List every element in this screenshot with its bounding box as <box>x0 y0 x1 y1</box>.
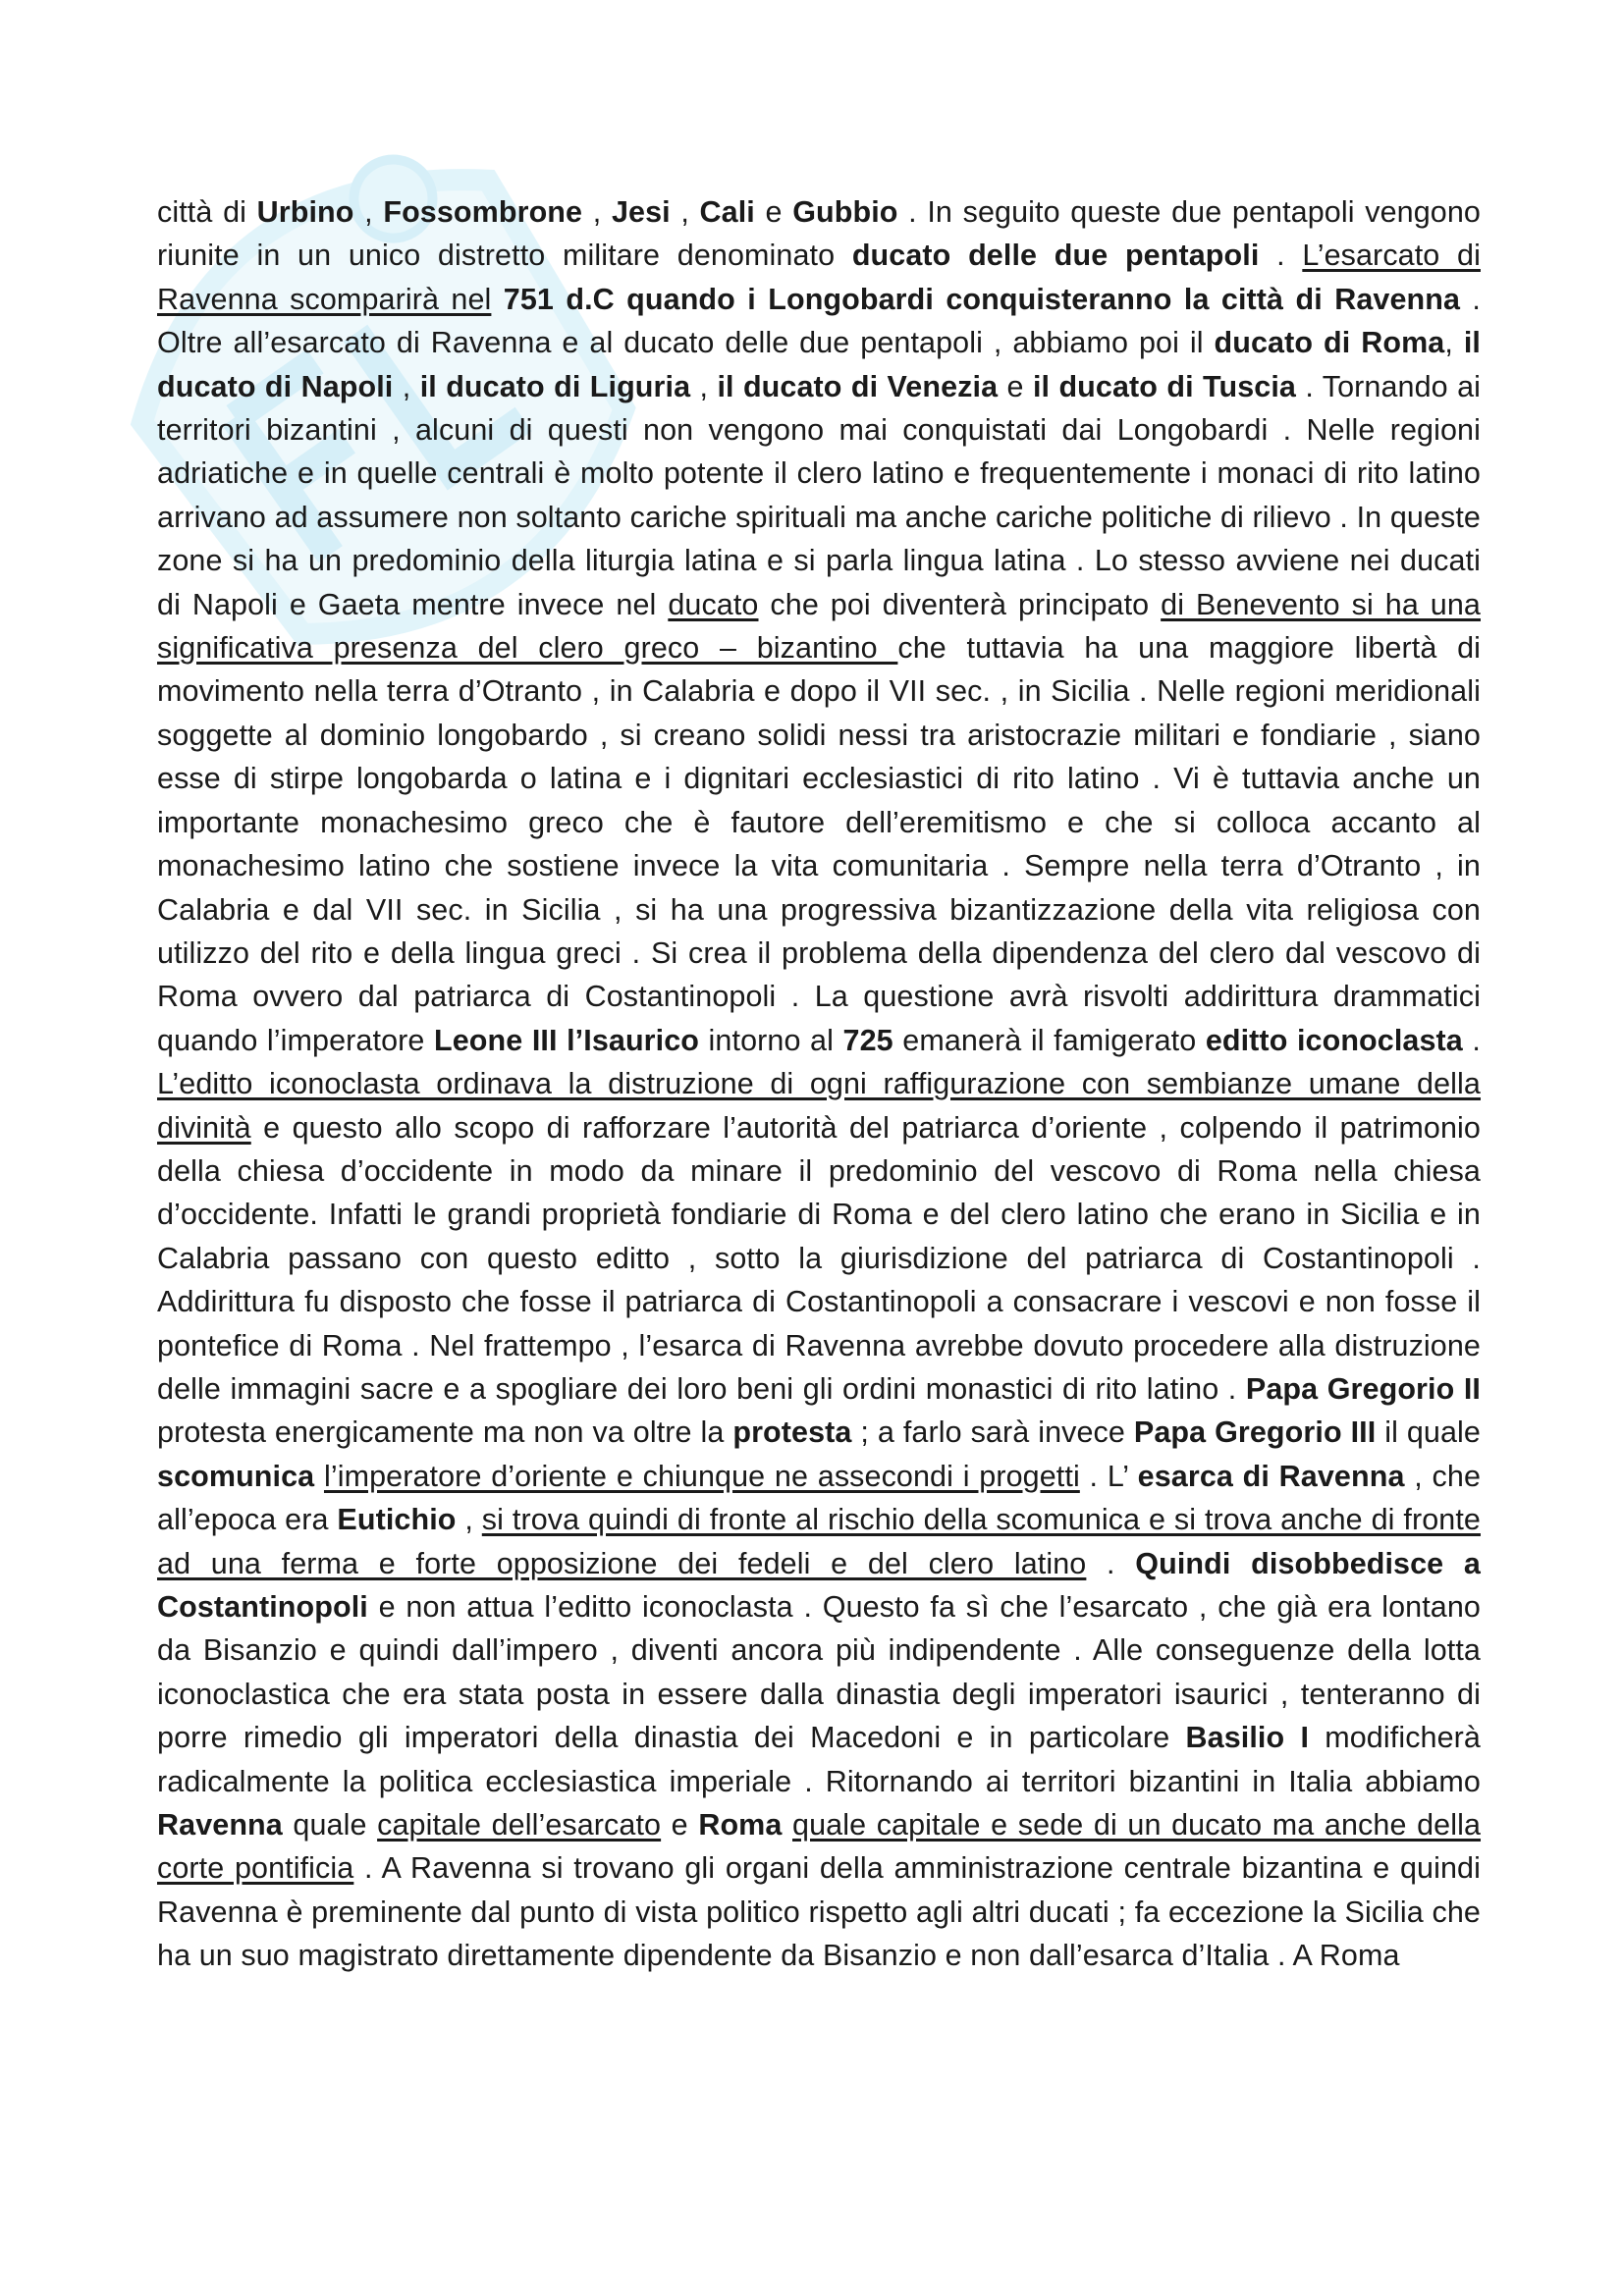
bold-text-run: Jesi <box>611 195 671 229</box>
text-run: . L’ <box>1079 1459 1138 1493</box>
bold-text-run: Quindi disobbedisce a Costantinopoli <box>157 1546 1481 1624</box>
bold-text-run: Fossombrone <box>383 195 583 229</box>
text-run: , <box>670 195 700 229</box>
text-run: . <box>1086 1546 1136 1580</box>
text-run: . A Ravenna si trovano gli organi della amministrazione centrale bizantina e quindi Ravenna è preminente dal punto di vista politico rispetto agli altri ducati ; fa eccezione la Sicilia che ha un suo magistrato direttamente dipendente da Bisanzio e non dall’esarca d’Italia . A Roma <box>157 1851 1481 1973</box>
underlined-text-run: L’esarcato di Ravenna scomparirà nel <box>157 239 1481 316</box>
text-run: , <box>690 369 718 403</box>
text-run: che tuttavia ha una maggiore libertà di movimento nella terra d’Otranto , in Calabria e dopo il VII sec. , in Sicilia . Nelle regioni meridionali soggette al dominio longobardo , si creano solidi nessi tra aristocrazie militari e fondiarie , siano esse di stirpe longobarda o latina e i dignitari ecclesiastici di rito latino . Vi è tuttavia anche un importante monachesimo greco che è fautore dell’eremitismo e che si colloca accanto al monachesimo latino che sostiene invece la vita comunitaria . Sempre nella terra d’Otranto , in Calabria e dal VII sec. in Sicilia , si ha una progressiva bizantizzazione della vita religiosa con utilizzo del rito e della lingua greci . Si crea il problema della dipendenza del clero dal vescovo di Roma ovvero dal patriarca di Costantinopoli . La questione avrà risvolti addirittura drammatici quando l’imperatore <box>157 631 1482 1057</box>
text-run: il quale <box>1376 1415 1481 1450</box>
bold-text-run: Roma <box>698 1808 783 1842</box>
text-run: e <box>661 1808 699 1842</box>
bold-text-run: Eutichio <box>337 1503 457 1537</box>
underlined-text-run: si trova quindi di fronte al rischio della scomunica e si trova anche di fronte ad una ferma e forte opposizione dei fedeli e del clero latino <box>157 1503 1481 1580</box>
bold-text-run: protesta <box>732 1415 852 1450</box>
bold-text-run: editto iconoclasta <box>1205 1023 1463 1057</box>
text-run: ; a farlo sarà invece <box>851 1415 1134 1450</box>
bold-text-run: il ducato di Tuscia <box>1032 369 1296 403</box>
bold-text-run: Papa Gregorio III <box>1133 1415 1377 1450</box>
bold-text-run: Urbino <box>256 195 354 229</box>
text-run: . Oltre all’esarcato di Ravenna e al ducato delle due pentapoli , abbiamo poi il <box>157 282 1481 360</box>
text-run: . In seguito queste due pentapoli vengono riunite in un unico distretto militare denominato <box>157 195 1481 273</box>
bold-text-run: il ducato di Napoli <box>157 326 1481 403</box>
document-text <box>157 190 1481 1978</box>
underlined-text-run: capitale dell’esarcato <box>377 1808 662 1842</box>
bold-text-run: ducato delle due pentapoli <box>851 239 1260 273</box>
bold-text-run: il ducato di Liguria <box>419 369 691 403</box>
underlined-text-run: di Benevento si ha una significativa presenza del clero greco – bizantino <box>157 587 1481 666</box>
underlined-text-run: quale capitale e sede di un ducato ma anche della corte pontificia <box>157 1808 1482 1886</box>
bold-text-run: Cali <box>699 195 755 229</box>
text-run: , <box>1444 326 1464 360</box>
bold-text-run: il ducato di Venezia <box>717 369 999 403</box>
text-run: , <box>582 195 612 229</box>
text-run: città di <box>157 195 257 229</box>
text-run: e <box>754 195 793 229</box>
bold-text-run: ducato di Roma <box>1214 326 1445 360</box>
bold-text-run: esarca di Ravenna <box>1137 1459 1405 1493</box>
text-run: che poi diventerà principato <box>758 587 1162 621</box>
text-run: . <box>1462 1023 1481 1057</box>
text-run: quale <box>282 1808 378 1842</box>
text-run: e non attua l’editto iconoclasta . Questo fa sì che l’esarcato , che già era lontano da Bisanzio e quindi dall’impero , diventi ancora più indipendente . Alle conseguenze della lotta iconoclastica che era stata posta in essere dalla dinastia degli imperatori isaurici , tenteranno di porre rimedio gli imperatori della dinastia dei Macedoni e in particolare <box>157 1590 1481 1755</box>
underlined-text-run: l’imperatore d’oriente e chiunque ne assecondi i progetti <box>323 1459 1080 1493</box>
text-run: intorno al <box>699 1023 843 1057</box>
underlined-text-run: L’editto iconoclasta ordinava la distruzione di ogni raffigurazione con sembianze umane della divinità <box>157 1067 1481 1145</box>
bold-text-run: scomunica <box>157 1459 315 1493</box>
text-run: , <box>456 1503 482 1537</box>
text-run <box>314 1460 324 1493</box>
bold-text-run: Basilio I <box>1185 1721 1310 1755</box>
text-run <box>782 1808 792 1842</box>
underlined-text-run: ducato <box>668 587 759 621</box>
text-run: e <box>998 369 1033 403</box>
text-run: e questo allo scopo di rafforzare l’autorità del patriarca d’oriente , colpendo il patrimonio della chiesa d’occidente in modo da minare il predominio del vescovo di Roma nella chiesa d’occidente. Infatti le grandi proprietà fondiarie di Roma e del clero latino che erano in Sicilia e in Calabria passano con questo editto , sotto la giurisdizione del patriarca di Costantinopoli . Addirittura fu disposto che fosse il patriarca di Costantinopoli a consacrare i vescovi e non fosse il pontefice di Roma . Nel frattempo , l’esarca di Ravenna avrebbe dovuto procedere alla distruzione delle immagini sacre e a spogliare dei loro beni gli ordini monastici di rito latino . <box>157 1110 1481 1406</box>
text-run <box>491 283 503 316</box>
bold-text-run: Ravenna <box>157 1808 283 1842</box>
text-run: . <box>1259 239 1303 273</box>
text-run: , che all’epoca era <box>157 1459 1482 1537</box>
text-run: , <box>353 195 384 229</box>
text-run: , <box>393 369 420 403</box>
bold-text-run: 725 <box>842 1023 893 1057</box>
text-run: modificherà radicalmente la politica ecclesiastica imperiale . Ritornando ai territori bizantini in Italia abbiamo <box>157 1721 1481 1798</box>
bold-text-run: Leone III l’Isaurico <box>433 1023 700 1057</box>
text-run: . Tornando ai territori bizantini , alcuni di questi non vengono mai conquistati dai Longobardi . Nelle regioni adriatiche e in quelle centrali è molto potente il clero latino e frequentemente i monaci di rito latino arrivano ad assumere non soltanto cariche spirituali ma anche cariche politiche di rilievo . In queste zone si ha un predominio della liturgia latina e si parla lingua latina . Lo stesso avviene nei ducati di Napoli e Gaeta mentre invece nel <box>157 369 1482 621</box>
bold-text-run: Papa Gregorio II <box>1245 1371 1481 1406</box>
text-run: protesta energicamente ma non va oltre la <box>157 1415 733 1450</box>
text-run: emanerà il famigerato <box>893 1023 1206 1057</box>
bold-text-run: Gubbio <box>792 195 898 229</box>
bold-text-run: 751 d.C quando i Longobardi conquisteranno la città di Ravenna <box>503 282 1461 316</box>
